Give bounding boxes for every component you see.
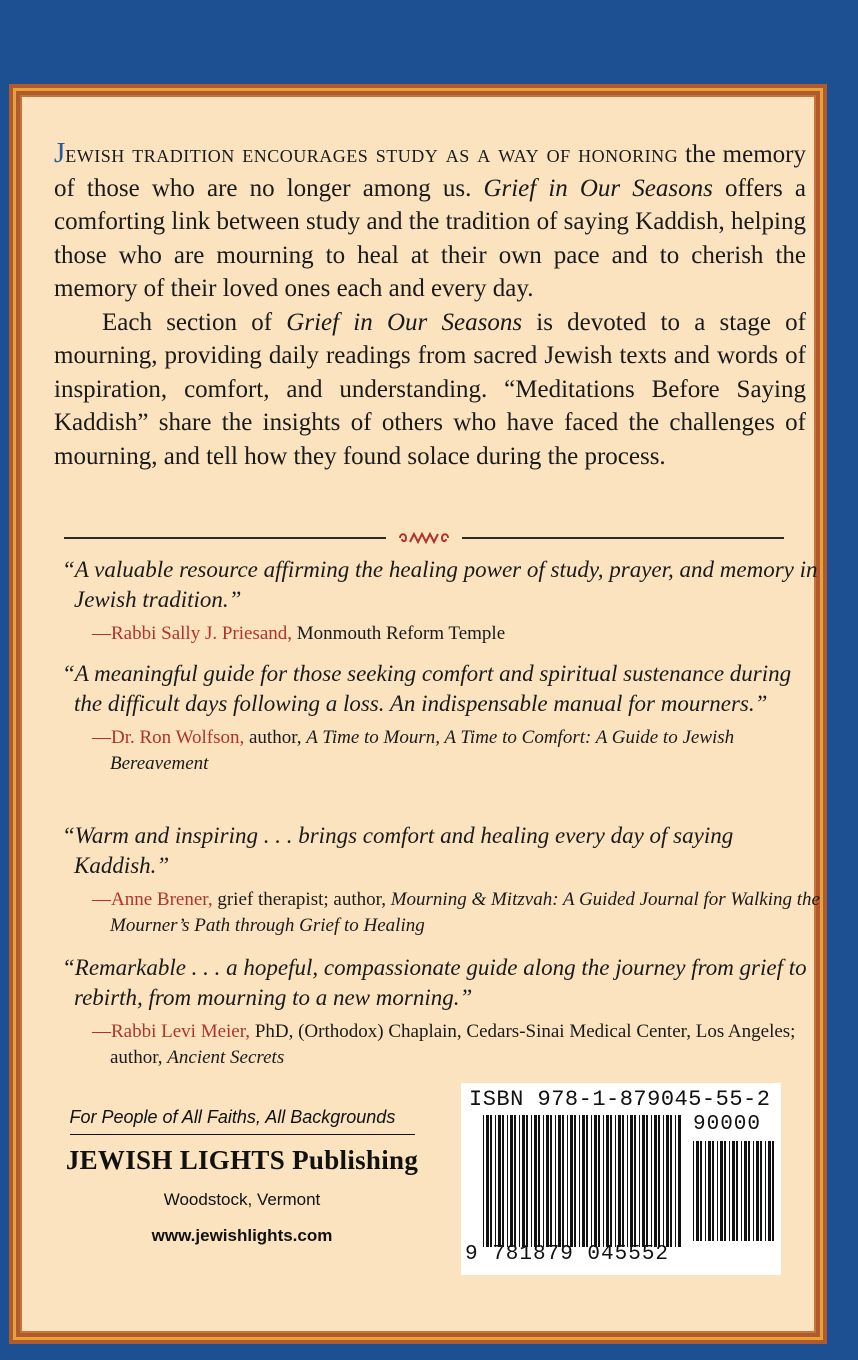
barcode-bar	[483, 1115, 484, 1247]
barcode-bar	[570, 1115, 573, 1247]
barcode-bar	[627, 1115, 628, 1247]
barcode-bar	[514, 1115, 516, 1247]
barcode-bar	[486, 1115, 489, 1247]
barcode-bar	[708, 1141, 711, 1241]
barcode-bar	[736, 1141, 738, 1241]
endorser-role: author,	[244, 727, 307, 748]
description-text: the memory of those who are no longer among us.	[54, 141, 806, 202]
barcode-bar	[675, 1115, 676, 1247]
isbn-barcode	[461, 1083, 781, 1275]
content-panel	[20, 95, 820, 1333]
barcode-bar	[663, 1115, 664, 1247]
barcode-bar	[531, 1115, 532, 1247]
barcode-bar	[591, 1115, 592, 1247]
barcode-bar	[538, 1115, 540, 1247]
barcode-bar	[495, 1115, 496, 1247]
endorsement	[62, 953, 822, 1071]
barcode-bar	[550, 1115, 552, 1247]
endorsement-attribution	[92, 887, 822, 939]
barcode-bar	[744, 1141, 747, 1241]
description-text: Each section of	[102, 308, 287, 336]
barcode-bar	[555, 1115, 556, 1247]
barcode-bar	[732, 1141, 735, 1241]
decorative-frame	[9, 84, 827, 1344]
barcode-bar	[651, 1115, 652, 1247]
barcode-bar	[639, 1115, 640, 1247]
barcode-bar	[586, 1115, 588, 1247]
isbn-text: ISBN 978-1-879045-55-2	[469, 1087, 771, 1112]
barcode-bar	[519, 1115, 520, 1247]
publisher-block	[52, 1107, 432, 1246]
endorser-role: Monmouth Reform Temple	[292, 623, 506, 644]
barcode-bar	[756, 1141, 759, 1241]
barcode-bar	[574, 1115, 576, 1247]
endorsement-quote: “Remarkable . . . a hopeful, compassionate guide along the journey from grief to rebirth, from mourning to a new morning.”	[62, 955, 807, 1010]
endorsement-quote: “Warm and inspiring . . . brings comfort and healing every day of saying Kaddish.”	[62, 823, 734, 878]
opening-small-caps: ewish tradition encourages study as a way of honoring	[65, 141, 679, 168]
barcode-bar	[606, 1115, 609, 1247]
description-text: is devoted to a stage of mourning, providing daily readings from sacred Jewish texts and words of inspiration, comfort, and understanding. “Meditations Before Saying Kaddish” share the insights of others who have faced the challenges of mourning, and tell how they found solace during the process.	[54, 308, 806, 470]
barcode-bar	[498, 1115, 501, 1247]
endorser-name: —Rabbi Levi Meier,	[92, 1021, 251, 1042]
barcode-bar	[700, 1141, 702, 1241]
barcode-bar	[546, 1115, 549, 1247]
publisher-name: JEWISH LIGHTS Publishing	[65, 1145, 419, 1175]
endorsement-attribution	[92, 725, 822, 777]
barcode-bar	[765, 1141, 766, 1241]
barcode-bar	[696, 1141, 699, 1241]
description-paragraph-1	[54, 137, 806, 306]
price-code: 90000	[693, 1113, 762, 1136]
barcode-bar	[666, 1115, 669, 1247]
barcode-bar	[582, 1115, 585, 1247]
barcode-bar	[594, 1115, 597, 1247]
barcode-bar	[630, 1115, 633, 1247]
description-text: offers a comforting link between study and the tradition of saying Kaddish, helping those who are mourning to heal at their own pace and to cherish the memory of their loved ones each and every day.	[54, 174, 806, 302]
barcode-bar	[603, 1115, 604, 1247]
barcode-bar	[720, 1141, 723, 1241]
barcode-bar	[615, 1115, 616, 1247]
endorser-name: —Anne Brener,	[92, 889, 213, 910]
endorsement-quote: “A valuable resource affirming the healing power of study, prayer, and memory in Jewish tradition.”	[62, 557, 818, 612]
endorser-role: PhD, (Orthodox) Chaplain, Cedars-Sinai Medical Center, Los Angeles; author,	[110, 1021, 796, 1068]
barcode-bar	[526, 1115, 528, 1247]
barcode-digits: 9 781879 045552	[465, 1243, 670, 1266]
barcode-bar	[618, 1115, 621, 1247]
barcode-bar	[678, 1115, 681, 1247]
publisher-url: www.jewishlights.com	[151, 1226, 333, 1245]
barcode-bar	[705, 1141, 706, 1241]
barcode-bar	[510, 1115, 513, 1247]
publisher-location: Woodstock, Vermont	[163, 1190, 321, 1209]
endorser-name: —Dr. Ron Wolfson,	[92, 727, 245, 748]
barcode-bar	[579, 1115, 580, 1247]
endorser-book-title: Mourning & Mitzvah: A Guided Journal for Walking the Mourner’s Path through Grief to Healing	[110, 889, 820, 936]
barcode-bar	[598, 1115, 600, 1247]
endorser-book-title: Ancient Secrets	[167, 1047, 285, 1068]
endorsement-attribution	[92, 621, 822, 647]
description-paragraph-2	[54, 306, 806, 474]
barcode-bar	[741, 1141, 742, 1241]
barcode-bar	[534, 1115, 537, 1247]
ornamental-divider	[64, 530, 784, 546]
book-description	[54, 137, 806, 473]
barcode-bar	[562, 1115, 564, 1247]
barcode-bar	[543, 1115, 544, 1247]
barcode-bar	[642, 1115, 645, 1247]
barcode-bar	[507, 1115, 508, 1247]
barcode-bars-addon	[693, 1141, 775, 1241]
endorser-role: grief therapist; author,	[212, 889, 391, 910]
barcode-bar	[748, 1141, 750, 1241]
barcode-bar	[634, 1115, 636, 1247]
endorsement-attribution	[92, 1019, 822, 1071]
book-title-inline: Grief in Our Seasons	[286, 308, 523, 336]
barcode-bar	[654, 1115, 657, 1247]
endorsement-quote: “A meaningful guide for those seeking comfort and spiritual sustenance during the difficult days following a loss. An indispensable manual for mourners.”	[62, 661, 792, 716]
barcode-bar	[768, 1141, 771, 1241]
barcode-bar	[753, 1141, 754, 1241]
scroll-ornament-icon	[396, 530, 452, 546]
barcode-bar	[712, 1141, 714, 1241]
endorsement	[62, 659, 822, 777]
divider-line-right	[462, 537, 784, 539]
barcode-bar	[558, 1115, 561, 1247]
endorsement	[62, 555, 822, 647]
barcode-bar	[658, 1115, 660, 1247]
barcode-bar	[610, 1115, 612, 1247]
barcode-bar	[670, 1115, 672, 1247]
barcode-bar	[622, 1115, 624, 1247]
endorsement	[62, 821, 822, 939]
book-title-inline: Grief in Our Seasons	[483, 174, 713, 202]
barcode-bar	[729, 1141, 730, 1241]
barcode-bar	[490, 1115, 492, 1247]
barcode-bar	[772, 1141, 774, 1241]
barcode-bar	[567, 1115, 568, 1247]
barcode-bar	[522, 1115, 525, 1247]
barcode-bar	[760, 1141, 762, 1241]
barcode-bars-main	[483, 1115, 681, 1247]
barcode-bar	[646, 1115, 648, 1247]
publisher-tagline: For People of All Faiths, All Backgrounds	[70, 1107, 415, 1135]
endorser-book-title: A Time to Mourn, A Time to Comfort: A Guide to Jewish Bereavement	[110, 727, 735, 774]
endorser-name: —Rabbi Sally J. Priesand,	[92, 623, 293, 644]
divider-line-left	[64, 537, 386, 539]
barcode-bar	[724, 1141, 726, 1241]
barcode-bar	[502, 1115, 504, 1247]
barcode-bar	[717, 1141, 718, 1241]
barcode-bar	[693, 1141, 694, 1241]
drop-cap: J	[54, 137, 66, 169]
